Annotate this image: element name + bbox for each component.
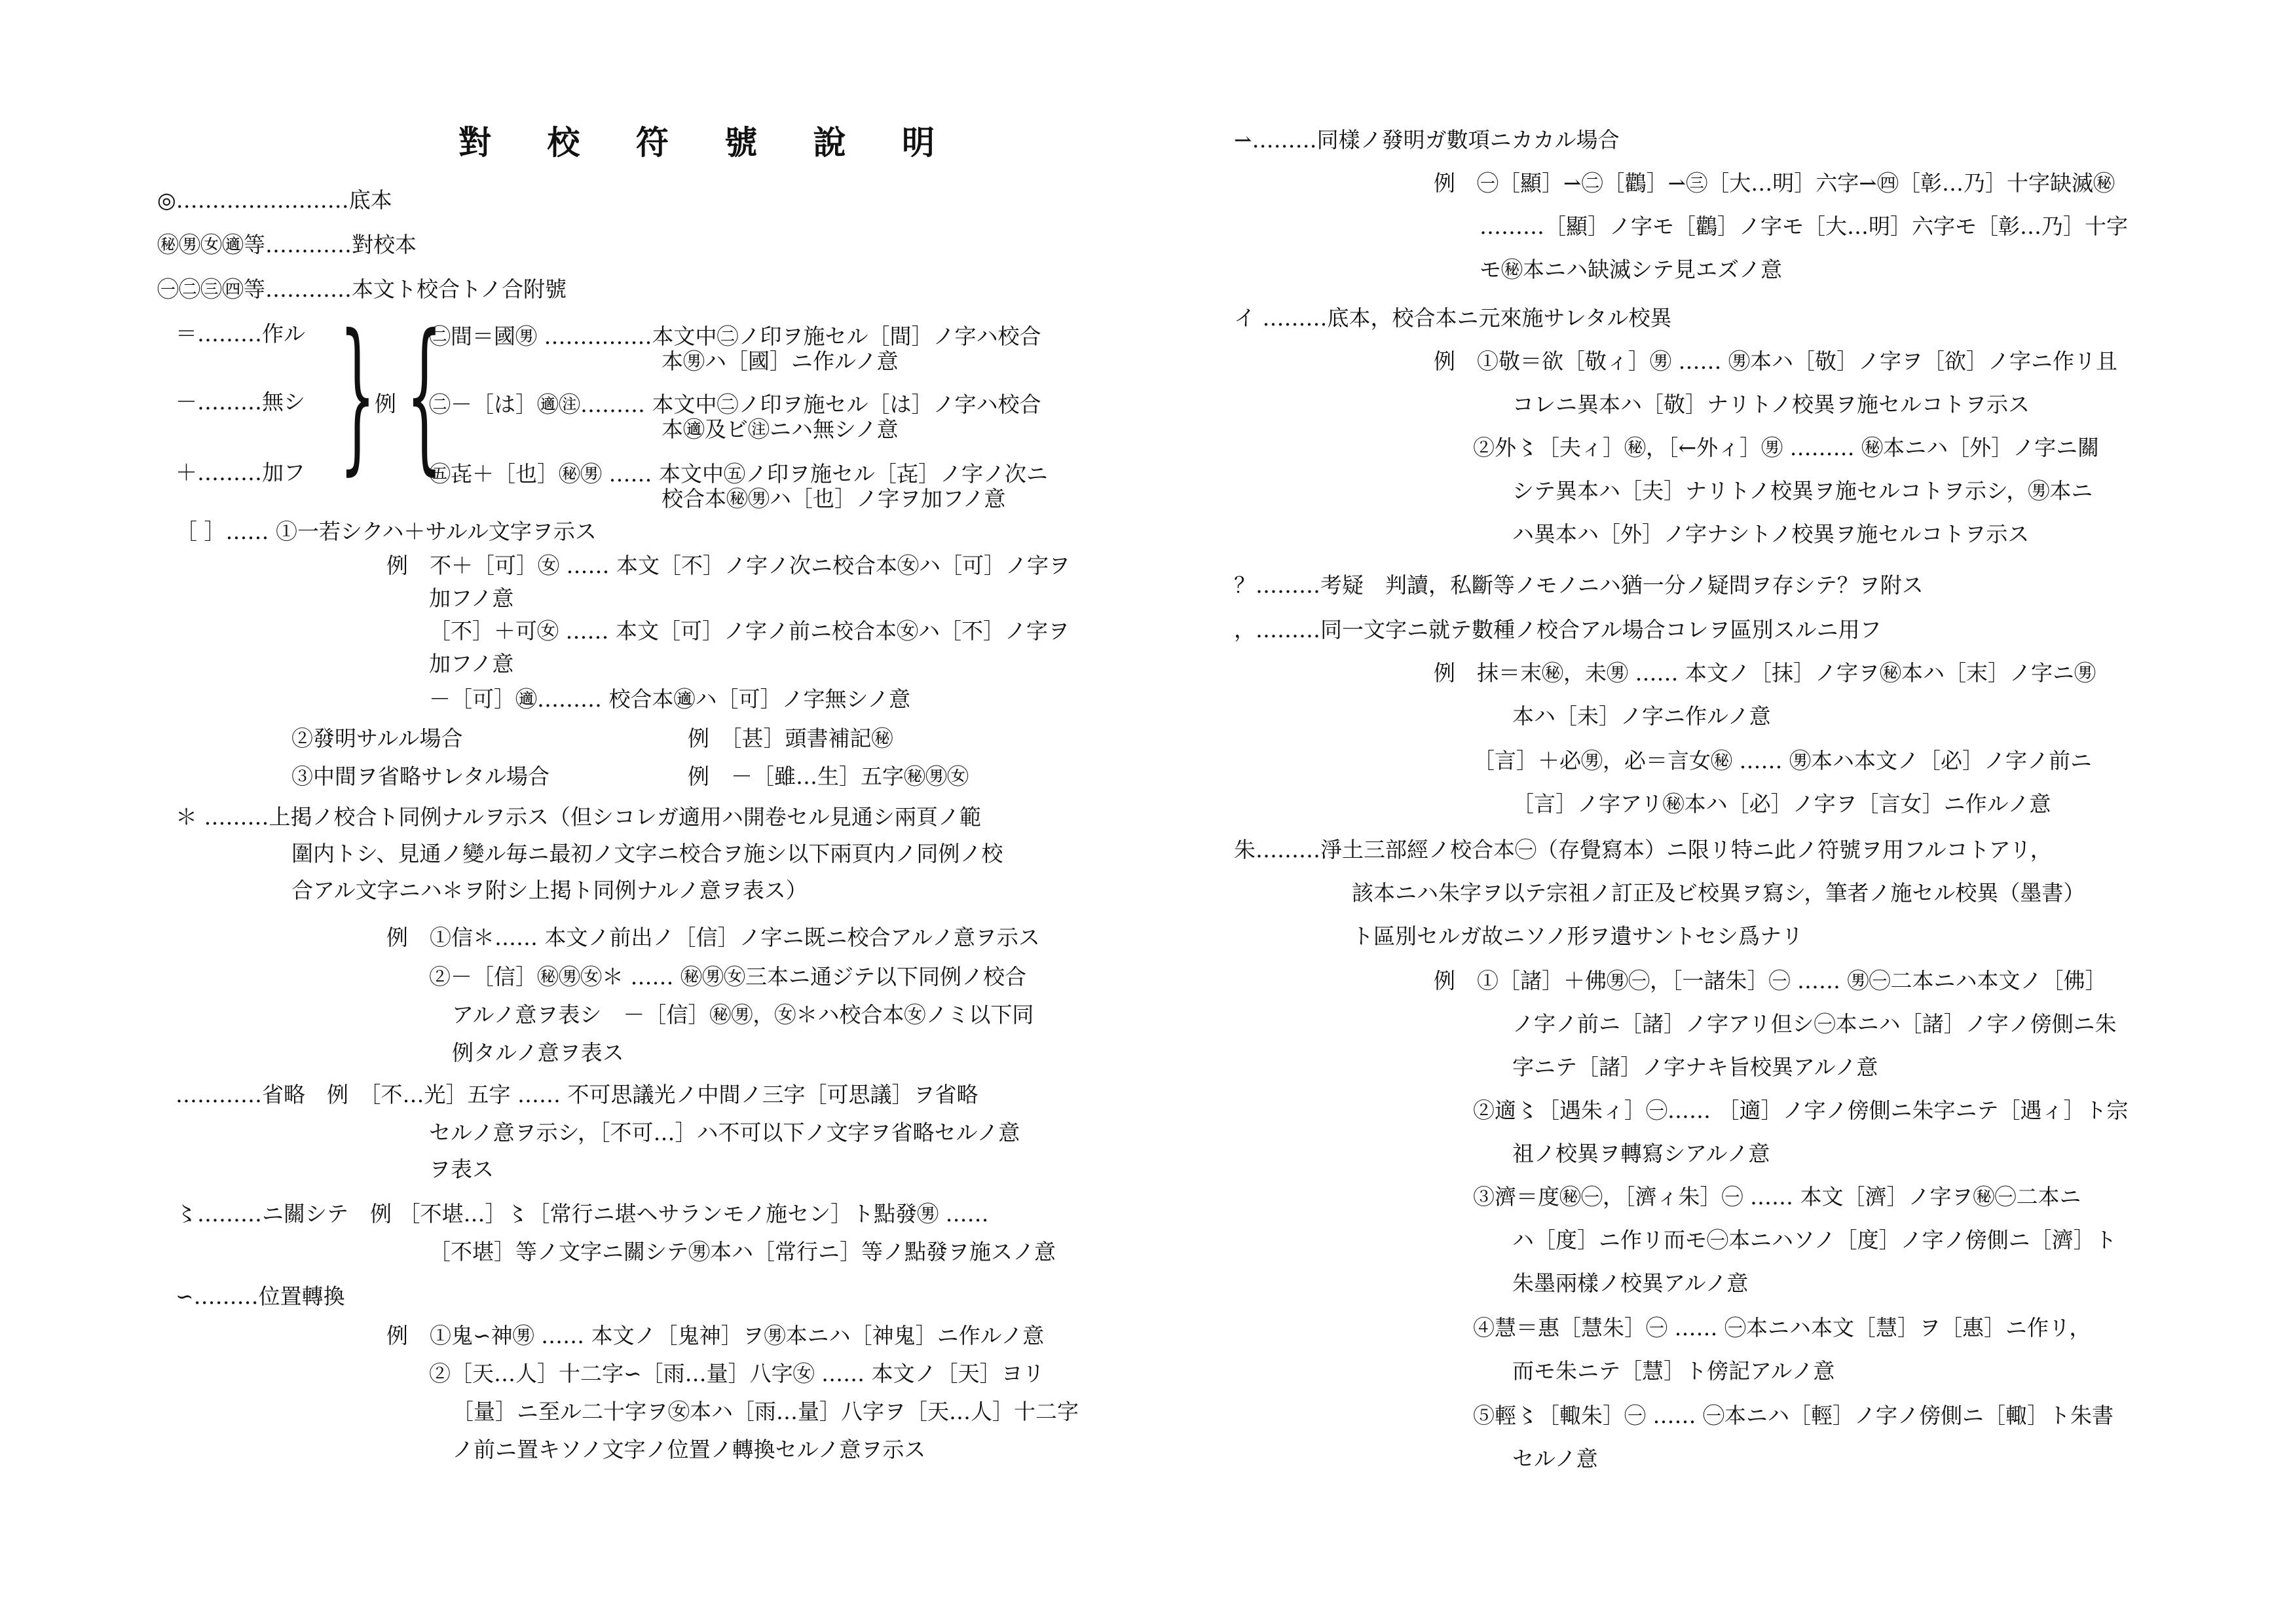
example-line: 例 ①［諸］＋佛㊚㊀，［一諸朱］㊀ …… ㊚㊀二本ニハ本文ノ［佛］ (1434, 968, 2107, 993)
example-line: ノ前ニ置キソノ文字ノ位置ノ轉換セルノ意ヲ示ス (452, 1437, 926, 1462)
example-line: モ㊙本ニハ缺滅シテ見エズノ意 (1480, 257, 1782, 282)
example-line: ㊁－［は］㊜㊟……… 本文中㊁ノ印ヲ施セル［は］ノ字ハ校合 (429, 392, 1041, 417)
page-title: 對 校 符 號 說 明 (458, 123, 958, 162)
example-line: 本ハ［未］ノ字ニ作ルノ意 (1512, 703, 1771, 729)
example-line: ［言］ノ字アリ㊙本ハ［必］ノ字ヲ［言女］ニ作ルノ意 (1512, 791, 2051, 817)
example-line: ②適〻［遇朱ィ］㊀…… ［適］ノ字ノ傍側ニ朱字ニテ［遇ィ］ト宗 (1473, 1098, 2129, 1123)
comma-entry: ，………同一文字ニ就テ數種ノ校合アル場合コレヲ區別スルニ用フ (1234, 617, 1882, 642)
arrow-entry: ⇀………同樣ノ發明ガ數項ニカカル場合 (1234, 127, 1620, 153)
example-line: ㊁間＝國㊚ ……………本文中㊁ノ印ヲ施セル［間］ノ字ハ校合 (429, 323, 1041, 349)
example-line: ②－［信］㊙㊚㊛＊ …… ㊙㊚㊛三本ニ通ジテ以下同例ノ校合 (429, 964, 1026, 989)
example-line: ［言］＋必㊚，必＝言女㊙ …… ㊚本ハ本文ノ［必］ノ字ノ前ニ (1473, 748, 2092, 773)
example-line: 例 抹＝末㊙，未㊚ …… 本文ノ［抹］ノ字ヲ㊙本ハ［末］ノ字ニ㊚ (1434, 660, 2096, 686)
legend-number: ㊀㊁㊂㊃等…………本文ト校合トノ合附號 (157, 276, 567, 302)
brace-right: } (339, 299, 376, 490)
sub-entry: ②發明サルル場合 (291, 726, 463, 751)
example-line: 例 ①鬼∽神㊚ …… 本文ノ［鬼神］ヲ㊚本ニハ［神鬼］ニ作ルノ意 (386, 1323, 1045, 1348)
example-line: ノ字ノ前ニ［諸］ノ字アリ但シ㊀本ニハ［諸］ノ字ノ傍側ニ朱 (1512, 1011, 2117, 1037)
example-line: 加フノ意 (429, 585, 514, 611)
right-page (1146, 0, 2291, 1624)
brace-left: { (406, 299, 443, 490)
asterisk-entry: ＊ ………上掲ノ校合ト同例ナルヲ示ス（但シコレガ適用ハ開卷セル見通シ兩頁ノ範 (176, 804, 981, 830)
example-line: 例 ①敬＝欲［敬ィ］㊚ …… ㊚本ハ［敬］ノ字ヲ［欲］ノ字ニ作リ且 (1434, 348, 2117, 374)
example-line: 字ニテ［諸］ノ字ナキ旨校異アルノ意 (1512, 1054, 1878, 1080)
example-line: 加フノ意 (429, 651, 514, 676)
example-line: ⑤輕〻［輙朱］㊀ …… ㊀本ニハ［輕］ノ字ノ傍側ニ［輙］ト朱書 (1473, 1403, 2114, 1428)
vermilion-entry: 朱………淨土三部經ノ校合本㊀（存覺寫本）ニ限リ特ニ此ノ符號ヲ用フルコトアリ， (1234, 837, 2052, 862)
variant-entry: イ ………底本，校合本ニ元來施サレタル校異 (1234, 305, 1672, 331)
asterisk-entry: 圍内トシ、見通ノ變ル毎ニ最初ノ文字ニ校合ヲ施シ以下兩頁内ノ同例ノ校 (291, 841, 1003, 866)
example-line: 朱墨兩樣ノ校異アルノ意 (1512, 1270, 1749, 1296)
example-line: －［可］㊜……… 校合本㊜ハ［可］ノ字無シノ意 (429, 686, 911, 712)
symbol-equal: ＝………作ル (176, 321, 305, 346)
example-line: ③濟＝度㊙㊀，［濟ィ朱］㊀ …… 本文［濟］ノ字ヲ㊙㊀二本ニ (1473, 1184, 2081, 1209)
relation-entry: 〻………ニ關シテ 例 ［不堪…］〻［常行ニ堪ヘサランモノ施セン］ト點發㊚ …… (176, 1201, 989, 1227)
example-label: 例 (375, 391, 396, 416)
example-line: 祖ノ校異ヲ轉寫シアルノ意 (1512, 1141, 1770, 1166)
ellipsis-entry: …………省略 例 ［不…光］五字 …… 不可思議光ノ中間ノ三字［可思議］ヲ省略 (176, 1082, 978, 1107)
example-line: ㊄㐂＋［也］㊙㊚ …… 本文中㊄ノ印ヲ施セル［㐂］ノ字ノ次ニ (429, 461, 1048, 487)
example-line: ②［天…人］十二字∽［雨…量］八字㊛ …… 本文ノ［天］ヨリ (429, 1361, 1045, 1386)
example-line: 例タルノ意ヲ表ス (452, 1040, 624, 1065)
sub-entry: ③中間ヲ省略サレタル場合 (291, 764, 550, 789)
example-line: ［量］ニ至ル二十字ヲ㊛本ハ［雨…量］八字ヲ［天…人］十二字 (452, 1399, 1079, 1424)
example-line: 本㊜及ビ㊟ニハ無シノ意 (661, 416, 899, 442)
example-line: ハ異本ハ［外］ノ字ナシトノ校異ヲ施セルコトヲ示ス (1512, 521, 2030, 547)
example-line: セルノ意ヲ示シ，［不可…］ハ不可以下ノ文字ヲ省略セルノ意 (429, 1120, 1020, 1145)
doubt-entry: ？………考疑 判讀，私斷等ノモノニハ猶一分ノ疑問ヲ存シテ？ヲ附ス (1234, 572, 1924, 598)
legend-base: ◎……………………底本 (157, 187, 392, 213)
example-line: 例 －［雖…生］五字㊙㊚㊛ (688, 764, 969, 789)
symbol-minus: －………無シ (176, 389, 305, 415)
example-line: 本㊚ハ［國］ニ作ルノ意 (661, 348, 899, 374)
bracket-entry: ［ ］…… ①一若シクハ＋サルル文字ヲ示ス (176, 519, 597, 544)
example-line: 校合本㊙㊚ハ［也］ノ字ヲ加フノ意 (661, 486, 1006, 511)
transposition-entry: ∽………位置轉換 (176, 1283, 345, 1309)
example-line: 而モ朱ニテ［慧］ト傍記アルノ意 (1512, 1358, 1835, 1384)
legend-collation: ㊙㊚㊛㊜等…………對校本 (157, 232, 417, 257)
example-line: ヲ表ス (429, 1156, 494, 1182)
example-line: アルノ意ヲ表シ －［信］㊙㊚，㊛＊ハ校合本㊛ノミ以下同 (452, 1002, 1034, 1027)
vermilion-entry: ト區別セルガ故ニソノ形ヲ遺サントセシ爲ナリ (1352, 923, 1804, 949)
asterisk-entry: 合アル文字ニハ＊ヲ附シ上掲ト同例ナルノ意ヲ表ス） (291, 877, 808, 903)
example-line: ………［顯］ノ字モ［鸛］ノ字モ［大…明］六字モ［彰…乃］十字 (1480, 213, 2128, 239)
example-line: 例 不＋［可］㊛ …… 本文［不］ノ字ノ次ニ校合本㊛ハ［可］ノ字ヲ (386, 553, 1070, 578)
example-line: 例 ［甚］頭書補記㊙ (688, 726, 893, 751)
example-line: 例 ㊀［顯］⇀㊁［鸛］⇀㊂［大…明］六字⇀㊃［彰…乃］十字缺滅㊙ (1434, 170, 2115, 196)
example-line: ［不］＋可㊛ …… 本文［可］ノ字ノ前ニ校合本㊛ハ［不］ノ字ヲ (429, 618, 1070, 644)
vermilion-entry: 該本ニハ朱字ヲ以テ宗祖ノ訂正及ビ校異ヲ寫シ，筆者ノ施セル校異（墨書） (1352, 880, 2085, 906)
example-line: ハ［度］ニ作リ而モ㊀本ニハソノ［度］ノ字ノ傍側ニ［濟］ト (1512, 1227, 2117, 1253)
example-line: コレニ異本ハ［敬］ナリトノ校異ヲ施セルコトヲ示ス (1512, 392, 2030, 417)
example-line: ［不堪］等ノ文字ニ關シテ㊚本ハ［常行ニ］等ノ點發ヲ施スノ意 (429, 1239, 1056, 1264)
example-line: ④慧＝惠［慧朱］㊀ …… ㊀本ニハ本文［慧］ヲ［惠］ニ作リ， (1473, 1315, 2091, 1340)
example-line: セルノ意 (1512, 1446, 1598, 1471)
symbol-plus: ＋………加フ (176, 460, 305, 485)
example-line: 例 ①信＊…… 本文ノ前出ノ［信］ノ字ニ既ニ校合アルノ意ヲ示ス (386, 925, 1040, 950)
example-line: シテ異本ハ［夫］ナリトノ校異ヲ施セルコトヲ示シ，㊚本ニ (1512, 478, 2093, 504)
example-line: ②外〻［夫ィ］㊙，［←外ィ］㊚ ……… ㊙本ニハ［外］ノ字ニ關 (1473, 435, 2100, 460)
